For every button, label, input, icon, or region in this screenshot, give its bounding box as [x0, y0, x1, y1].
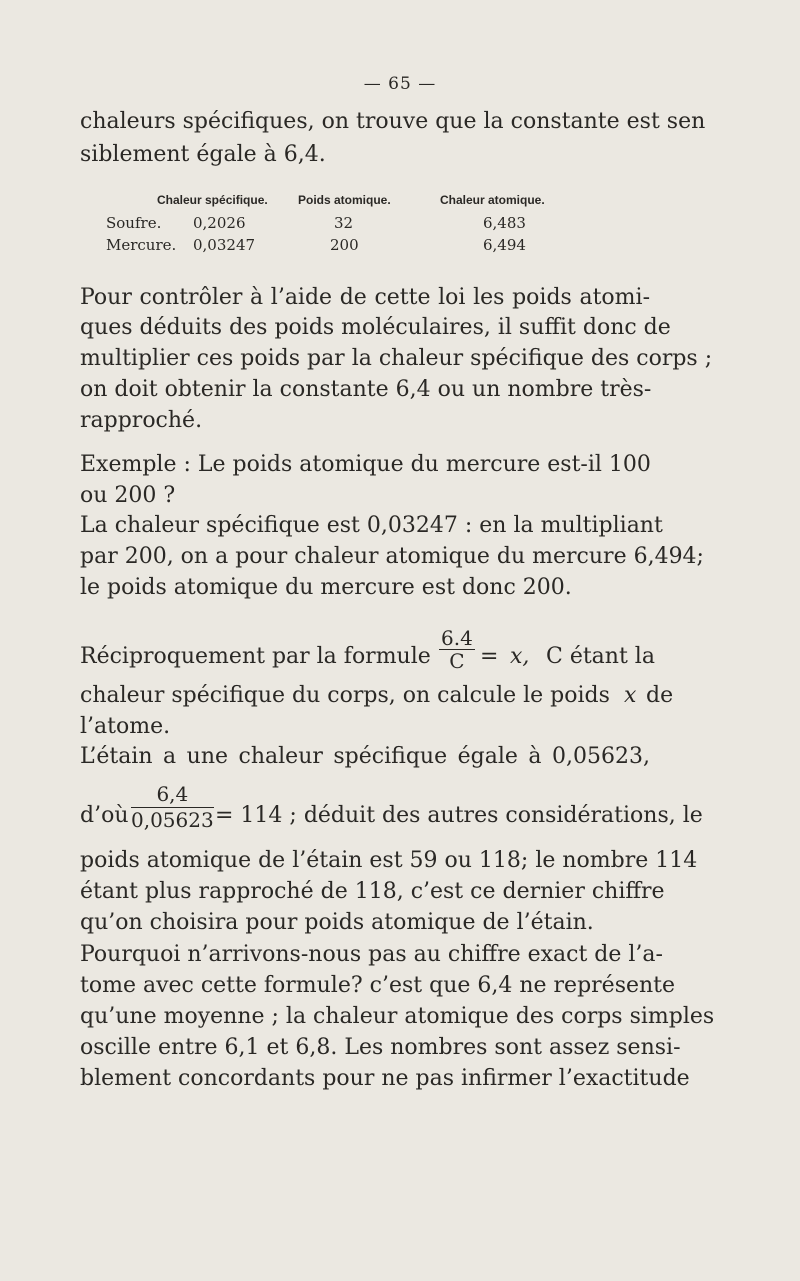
table-cell: 6,494 [483, 236, 526, 254]
text-line: Exemple : Le poids atomique du mercure est-il 100 [80, 452, 651, 477]
text-line: Pour contrôler à l’aide de cette loi les poids atomi- [80, 285, 650, 310]
text-line: de [646, 683, 674, 708]
table-cell: 32 [334, 214, 354, 232]
text-line: multiplier ces poids par la chaleur spécifique des corps ; [80, 346, 713, 371]
text-line: ou 200 ? [80, 483, 176, 508]
text-line: étant plus rapproché de 118, c’est ce dernier chiffre [80, 879, 665, 904]
table-cell: 0,03247 [193, 236, 256, 254]
page-number: — 65 — [363, 74, 437, 94]
formula-equals: = [480, 644, 499, 669]
table-cell: Mercure. [106, 236, 177, 254]
text-line: blement concordants pour ne pas infirmer l’exactitude [80, 1066, 690, 1091]
text-line: siblement égale à 6,4. [80, 142, 326, 167]
text-line: = 114 ; déduit des autres considérations, le [215, 803, 703, 828]
formula-denominator: C [449, 649, 465, 673]
text-line: l’atome. [80, 714, 171, 739]
formula-numerator: 6,4 [131, 782, 214, 808]
text-line: Réciproquement par la formule [80, 644, 431, 669]
variable-x: x [624, 683, 637, 708]
text-line: chaleurs spécifiques, on trouve que la constante est sen [80, 109, 706, 134]
text-line: Pourquoi n’arrivons-nous pas au chiffre exact de l’a- [80, 942, 663, 967]
text-line: par 200, on a pour chaleur atomique du mercure 6,494; [80, 544, 704, 569]
text-line: chaleur spécifique du corps, on calcule le poids [80, 683, 610, 708]
table-cell: 200 [330, 236, 359, 254]
text-line: le poids atomique du mercure est donc 200. [80, 575, 572, 600]
text-line: La chaleur spécifique est 0,03247 : en la multipliant [80, 513, 663, 538]
formula-variable: x, [510, 644, 530, 669]
text-line: d’où [80, 803, 129, 828]
formula-fraction [439, 627, 475, 672]
formula-fraction [131, 782, 214, 833]
table-header: Chaleur spécifique. [157, 193, 268, 207]
text-line: tome avec cette formule? c’est que 6,4 ne représente [80, 973, 676, 998]
formula-denominator: 0,05623 [131, 808, 214, 832]
text-line: qu’une moyenne ; la chaleur atomique des corps simples [80, 1004, 715, 1029]
table-cell: 0,2026 [193, 214, 246, 232]
text-line: oscille entre 6,1 et 6,8. Les nombres sont assez sensi- [80, 1035, 681, 1060]
table-cell: 6,483 [483, 214, 526, 232]
table-cell: Soufre. [106, 214, 162, 232]
text-line: poids atomique de l’étain est 59 ou 118; le nombre 114 [80, 848, 698, 873]
table-header: Poids atomique. [298, 193, 391, 207]
text-line: C étant la [546, 644, 655, 669]
formula-numerator: 6.4 [441, 626, 473, 650]
text-line: L’étain a une chaleur spécifique égale à 0,05623, [80, 744, 650, 769]
table-header: Chaleur atomique. [440, 193, 545, 207]
text-line: qu’on choisira pour poids atomique de l’étain. [80, 910, 594, 935]
text-line: ques déduits des poids moléculaires, il suffit donc de [80, 315, 671, 340]
text-line: on doit obtenir la constante 6,4 ou un nombre très- [80, 377, 652, 402]
text-line: rapproché. [80, 408, 203, 433]
